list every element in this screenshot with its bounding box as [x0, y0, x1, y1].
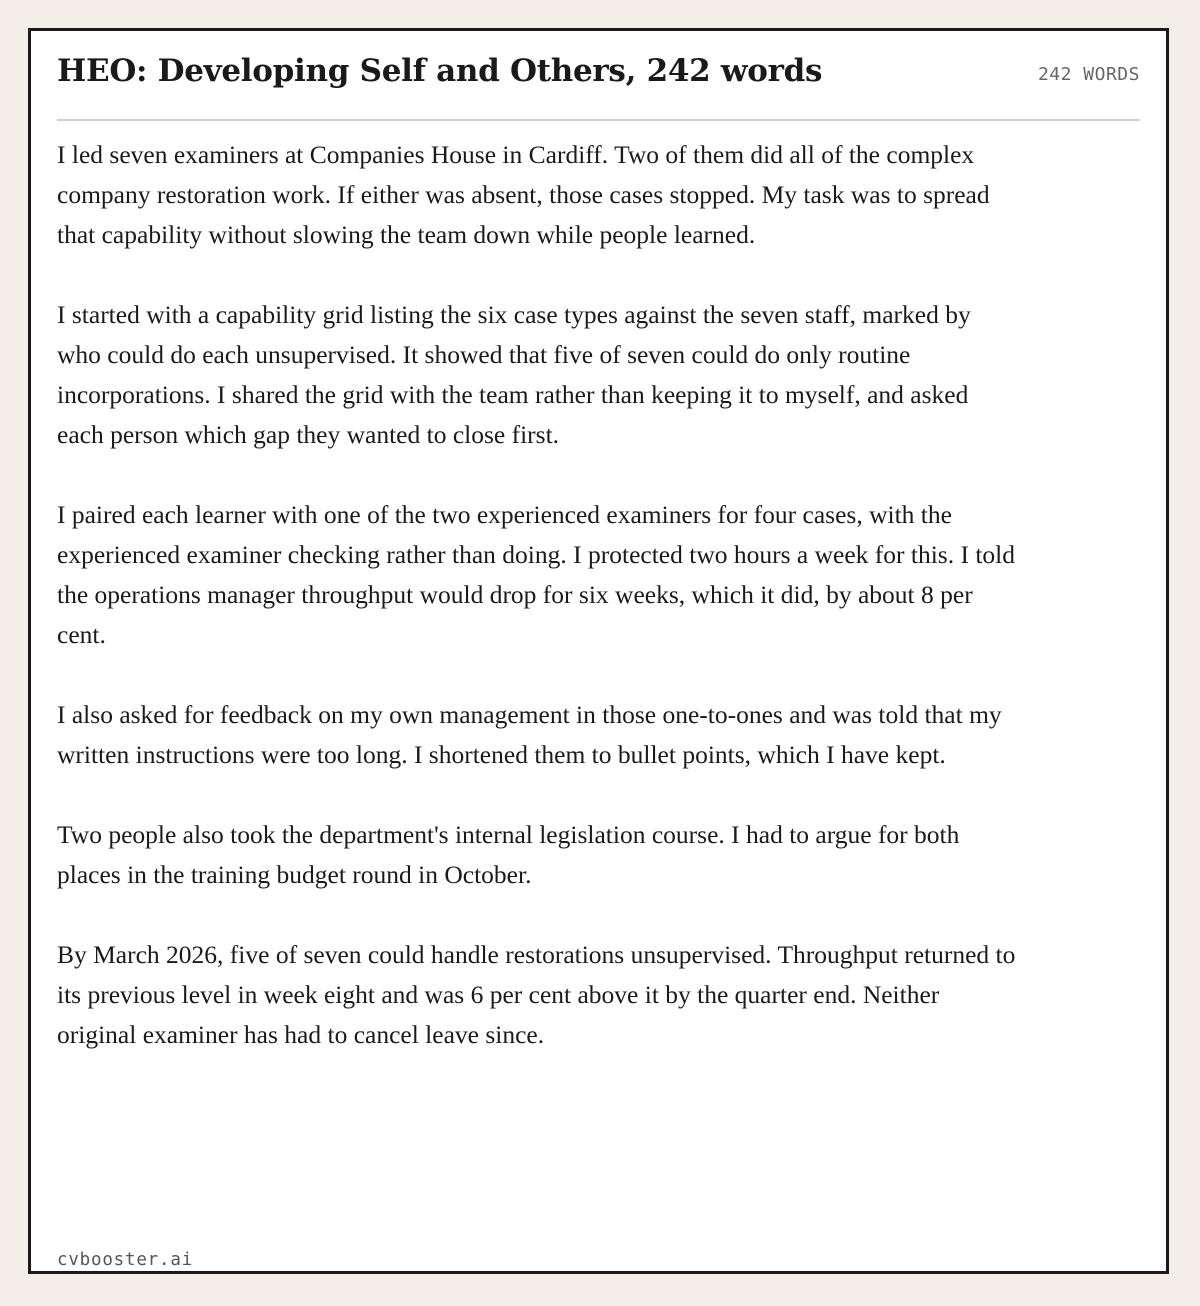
paragraph-6: By March 2026, five of seven could handle restorations unsupervised. Throughput returned to its previous level in week eight and was 6 per cent above it by the quarter end. Neither original examiner has had to cancel leave since. [57, 940, 1016, 1049]
card-header [57, 31, 1140, 121]
footer-brand: cvbooster.ai [57, 1250, 194, 1270]
paragraph-4: I also asked for feedback on my own management in those one-to-ones and was told that my written instructions were too long. I shortened them to bullet points, which I have kept. [57, 700, 1002, 769]
paragraph-2: I started with a capability grid listing the six case types against the seven staff, marked by who could do each unsupervised. It showed that five of seven could do only routine incorporations. I shared the grid with the team rather than keeping it to myself, and asked each person which gap they wanted to close first. [57, 300, 971, 449]
statement-body [57, 135, 1017, 1095]
paragraph-5: Two people also took the department's internal legislation course. I had to argue for both places in the training budget round in October. [57, 820, 960, 889]
paragraph-3: I paired each learner with one of the two experienced examiners for four cases, with the experienced examiner checking rather than doing. I protected two hours a week for this. I told the operations manager throughput would drop for six weeks, which it did, by about 8 per cent. [57, 500, 1016, 649]
paragraph-1: I led seven examiners at Companies House in Cardiff. Two of them did all of the complex company restoration work. If either was absent, those cases stopped. My task was to spread that capability without slowing the team down while people learned. [57, 140, 990, 249]
word-count-badge: 242 WORDS [1037, 64, 1140, 85]
page-title: HEO: Developing Self and Others, 242 words [57, 53, 823, 89]
statement-card [28, 28, 1169, 1274]
